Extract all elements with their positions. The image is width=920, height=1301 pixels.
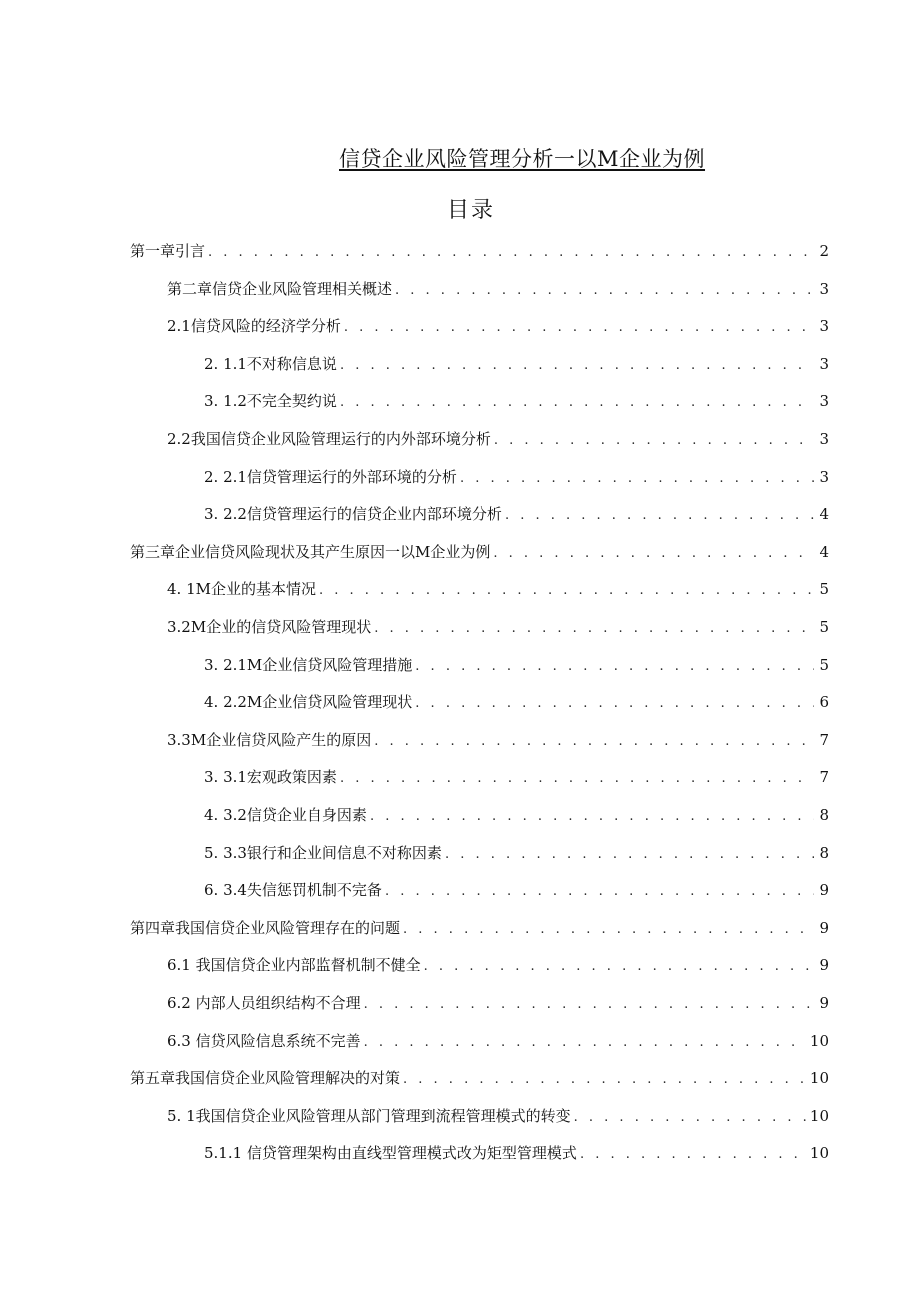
toc-entry-label: 2. 2.1信贷管理运行的外部环境的分析 [204, 468, 457, 486]
toc-entry[interactable] [204, 841, 829, 865]
toc-page-number: 4 [819, 543, 829, 561]
toc-entry-label: 第一章引言 [130, 242, 206, 260]
toc-entry[interactable] [204, 465, 829, 489]
toc-entry-label: 6.3 信贷风险信息系统不完善 [167, 1032, 361, 1050]
toc-heading: 目录 [446, 198, 495, 223]
toc-entry-label: 2. 1.1不对称信息说 [204, 355, 337, 373]
toc-entry-label: 3. 1.2不完全契约说 [204, 392, 337, 410]
toc-entry[interactable] [167, 277, 829, 301]
toc-entry-label: 3.3M企业信贷风险产生的原因 [167, 731, 372, 749]
toc-entry[interactable] [167, 953, 829, 977]
toc-page-number: 9 [819, 881, 829, 899]
toc-page-number: 3 [819, 430, 829, 448]
toc-dot-leader [580, 1143, 807, 1167]
toc-entry[interactable] [167, 991, 829, 1015]
toc-entry[interactable] [204, 1141, 829, 1165]
toc-dot-leader [395, 279, 814, 303]
toc-dot-leader [494, 429, 814, 453]
toc-dot-leader [385, 880, 814, 904]
toc-entry[interactable] [130, 540, 829, 564]
toc-dot-leader [370, 805, 814, 829]
toc-entry-label: 3. 3.1宏观政策因素 [204, 768, 337, 786]
toc-page-number: 5 [819, 656, 829, 674]
toc-page-number: 9 [819, 956, 829, 974]
toc-dot-leader [505, 504, 814, 528]
toc-page-number: 3 [819, 317, 829, 335]
toc-entry[interactable] [204, 502, 829, 526]
toc-entry-label: 3.2M企业的信贷风险管理现状 [167, 618, 372, 636]
toc-dot-leader [424, 955, 814, 979]
toc-dot-leader [374, 617, 814, 641]
toc-entry-label: 6.1 我国信贷企业内部监督机制不健全 [167, 956, 421, 974]
toc-page-number: 9 [819, 994, 829, 1012]
toc-entry[interactable] [204, 878, 829, 902]
toc-entry-label: 3. 2.1M企业信贷风险管理措施 [204, 656, 413, 674]
toc-page-number: 3 [819, 280, 829, 298]
toc-dot-leader [364, 993, 814, 1017]
toc-entry[interactable] [167, 615, 829, 639]
toc-entry[interactable] [204, 352, 829, 376]
toc-page-number: 2 [819, 242, 829, 260]
toc-entry[interactable] [167, 1104, 829, 1128]
toc-entry[interactable] [204, 803, 829, 827]
toc-dot-leader [574, 1106, 807, 1130]
toc-entry[interactable] [167, 1029, 829, 1053]
toc-entry[interactable] [204, 389, 829, 413]
toc-entry-label: 6. 3.4失信惩罚机制不完备 [204, 881, 382, 899]
toc-dot-leader [415, 655, 814, 679]
toc-entry-label: 5. 3.3银行和企业间信息不对称因素 [204, 844, 442, 862]
toc-entry[interactable] [167, 577, 829, 601]
toc-entry-label: 4. 3.2信贷企业自身因素 [204, 806, 367, 824]
toc-page-number: 8 [819, 806, 829, 824]
toc-page-number: 8 [819, 844, 829, 862]
toc-page-number: 3 [819, 392, 829, 410]
toc-page-number: 10 [809, 1144, 829, 1162]
toc-dot-leader [403, 918, 814, 942]
toc-entry[interactable] [204, 653, 829, 677]
toc-dot-leader [493, 542, 814, 566]
toc-entry[interactable] [167, 728, 829, 752]
toc-dot-leader [415, 692, 814, 716]
toc-entry[interactable] [167, 427, 829, 451]
toc-dot-leader [340, 767, 814, 791]
toc-entry-label: 第三章企业信贷风险现状及其产生原因一以M企业为例 [130, 543, 491, 561]
toc-entry[interactable] [130, 239, 829, 263]
toc-dot-leader [208, 241, 814, 265]
toc-entry[interactable] [167, 314, 829, 338]
toc-dot-leader [403, 1068, 807, 1092]
document-title: 信贷企业风险管理分析一以M企业为例 [339, 147, 706, 171]
toc-dot-leader [445, 843, 814, 867]
toc-page-number: 7 [819, 731, 829, 749]
toc-page-number: 7 [819, 768, 829, 786]
toc-page-number: 3 [819, 468, 829, 486]
toc-entry[interactable] [204, 765, 829, 789]
toc-dot-leader [374, 730, 814, 754]
toc-page-number: 5 [819, 580, 829, 598]
toc-entry-label: 5. 1我国信贷企业风险管理从部门管理到流程管理模式的转变 [167, 1107, 571, 1125]
toc-entry-label: 第二章信贷企业风险管理相关概述 [167, 280, 393, 298]
toc-page-number: 10 [809, 1032, 829, 1050]
toc-entry-label: 第五章我国信贷企业风险管理解决的对策 [130, 1069, 401, 1087]
toc-dot-leader [340, 391, 814, 415]
toc-page-number: 4 [819, 505, 829, 523]
toc-page-number: 5 [819, 618, 829, 636]
toc-page-number: 6 [819, 693, 829, 711]
toc-entry-label: 4. 2.2M企业信贷风险管理现状 [204, 693, 413, 711]
toc-entry-label: 6.2 内部人员组织结构不合理 [167, 994, 361, 1012]
toc-entry[interactable] [204, 690, 829, 714]
toc-dot-leader [364, 1031, 807, 1055]
toc-page-number: 9 [819, 919, 829, 937]
toc-entry-label: 2.1信贷风险的经济学分析 [167, 317, 341, 335]
toc-page-number: 10 [809, 1069, 829, 1087]
toc-dot-leader [344, 316, 814, 340]
toc-entry[interactable] [130, 916, 829, 940]
toc-entry-label: 3. 2.2信贷管理运行的信贷企业内部环境分析 [204, 505, 502, 523]
toc-entry-label: 4. 1M企业的基本情况 [167, 580, 316, 598]
toc-page-number: 3 [819, 355, 829, 373]
toc-page-number: 10 [809, 1107, 829, 1125]
toc-dot-leader [319, 579, 814, 603]
toc-dot-leader [460, 467, 814, 491]
toc-entry-label: 第四章我国信贷企业风险管理存在的问题 [130, 919, 401, 937]
toc-entry-label: 5.1.1 信贷管理架构由直线型管理模式改为矩型管理模式 [204, 1144, 577, 1162]
toc-dot-leader [340, 354, 814, 378]
toc-entry[interactable] [130, 1066, 829, 1090]
toc-entry-label: 2.2我国信贷企业风险管理运行的内外部环境分析 [167, 430, 491, 448]
